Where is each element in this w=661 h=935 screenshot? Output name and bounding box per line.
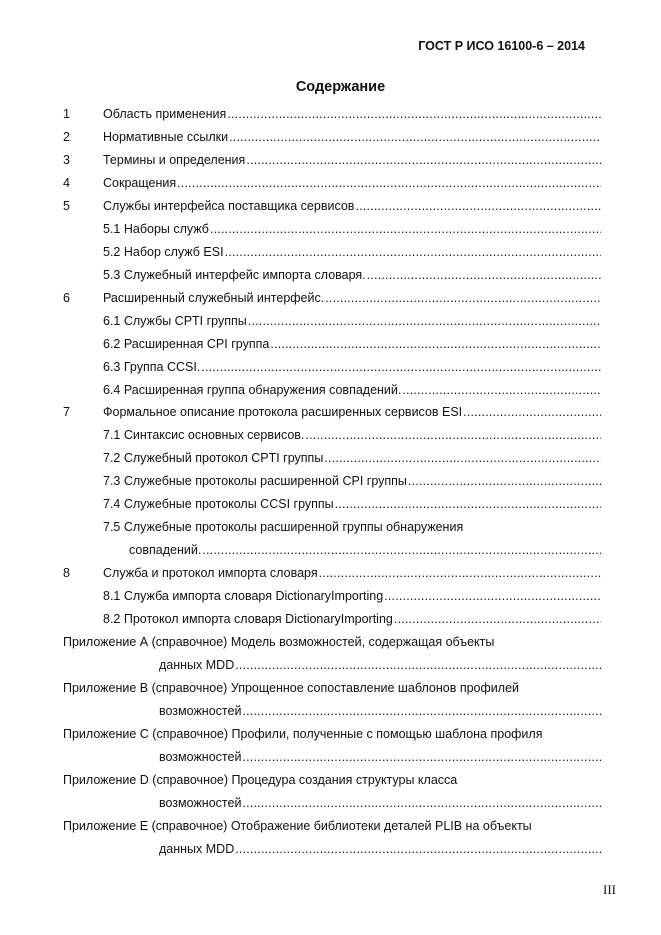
toc-leader-dots (408, 473, 601, 489)
toc-entry[interactable] (103, 290, 601, 306)
toc-entry[interactable] (63, 772, 601, 788)
toc-leader-dots (463, 404, 601, 420)
toc-leader-dots (270, 336, 601, 352)
toc-entry-title: 6.2 Расширенная CPI группа (103, 337, 270, 351)
toc-entry[interactable] (103, 267, 601, 283)
toc-entry-title: Нормативные ссылки (103, 130, 229, 144)
toc-entry[interactable] (103, 382, 601, 398)
toc-entry[interactable] (103, 450, 601, 466)
toc-entry-title: совпадений. (129, 543, 202, 557)
toc-entry[interactable] (103, 336, 601, 352)
toc-entry[interactable] (103, 496, 601, 512)
toc-entry[interactable] (63, 726, 601, 742)
toc-entry[interactable] (159, 841, 601, 857)
toc-entry-title: Приложение С (справочное) Профили, полученные с помощью шаблона профиля (63, 727, 543, 741)
toc-leader-dots (177, 175, 601, 191)
toc-leader-dots (305, 427, 601, 443)
toc-leader-dots (335, 496, 601, 512)
toc-entry-title: данных MDD (159, 658, 235, 672)
toc-leader-dots (325, 290, 601, 306)
toc-leader-dots (242, 703, 601, 719)
toc-entry[interactable] (103, 359, 601, 375)
toc-leader-dots (319, 565, 601, 581)
toc-entry-title: Сокращения (103, 176, 177, 190)
toc-entry[interactable] (129, 542, 601, 558)
toc-entry-title: 7.1 Синтаксис основных сервисов. (103, 428, 305, 442)
toc-leader-dots (248, 313, 601, 329)
toc-entry[interactable] (103, 427, 601, 443)
toc-entry[interactable] (103, 313, 601, 329)
toc-entry-title: 7.4 Служебные протоколы CCSI группы (103, 497, 334, 511)
toc-entry-title: Формальное описание протокола расширенных сервисов ESI (103, 405, 463, 419)
toc-entry-title: 6.3 Группа CCSI. (103, 360, 201, 374)
toc-entry[interactable] (103, 152, 601, 168)
toc-leader-dots (229, 129, 601, 145)
toc-section-number: 2 (63, 130, 70, 144)
toc-entry[interactable] (103, 198, 601, 214)
toc-leader-dots (202, 542, 601, 558)
toc-entry-title: Службы интерфейса поставщика сервисов (103, 199, 355, 213)
toc-leader-dots (235, 841, 601, 857)
toc-entry[interactable] (103, 221, 601, 237)
toc-entry-title: возможностей (159, 796, 242, 810)
toc-section-number: 3 (63, 153, 70, 167)
toc-entry-title: Приложение В (справочное) Упрощенное сопоставление шаблонов профилей (63, 681, 520, 695)
toc-entry-title: 5.3 Служебный интерфейс импорта словаря. (103, 268, 366, 282)
toc-entry-title: 8.2 Протокол импорта словаря DictionaryImporting (103, 612, 393, 626)
toc-entry-title: возможностей (159, 750, 242, 764)
toc-leader-dots (242, 749, 601, 765)
toc-entry[interactable] (103, 106, 601, 122)
toc-entry[interactable] (103, 565, 601, 581)
toc-entry-title: Область применения (103, 107, 227, 121)
toc-leader-dots (355, 198, 601, 214)
toc-leader-dots (384, 588, 601, 604)
toc-entry-title: 5.2 Набор служб ESI (103, 245, 224, 259)
toc-entry-title: 5.1 Наборы служб (103, 222, 209, 236)
toc-entry-title: Приложение D (справочное) Процедура создания структуры класса (63, 773, 458, 787)
toc-section-number: 1 (63, 107, 70, 121)
toc-entry[interactable] (103, 473, 601, 489)
toc-entry-title: 6.1 Службы CPTI группы (103, 314, 247, 328)
toc-entry[interactable] (63, 634, 601, 650)
toc-entry-title: возможностей (159, 704, 242, 718)
toc-entry[interactable] (103, 588, 601, 604)
toc-entry[interactable] (103, 519, 601, 535)
toc-entry-title: 7.2 Служебный протокол CPTI группы (103, 451, 324, 465)
toc-entry[interactable] (63, 680, 601, 696)
toc-entry[interactable] (159, 749, 601, 765)
toc-entry-title: 7.3 Служебные протоколы расширенной CPI группы (103, 474, 407, 488)
toc-entry[interactable] (103, 611, 601, 627)
toc-entry[interactable] (103, 244, 601, 260)
toc-leader-dots (227, 106, 601, 122)
document-header: ГОСТ Р ИСО 16100-6 – 2014 (418, 39, 585, 53)
toc-entry-title: Приложение А (справочное) Модель возможностей, содержащая объекты (63, 635, 495, 649)
toc-entry-title: Расширенный служебный интерфейс. (103, 291, 325, 305)
toc-leader-dots (242, 795, 601, 811)
toc-leader-dots (367, 267, 601, 283)
toc-entry-title: данных MDD (159, 842, 235, 856)
toc-section-number: 5 (63, 199, 70, 213)
toc-section-number: 4 (63, 176, 70, 190)
toc-section-number: 7 (63, 405, 70, 419)
toc-section-number: 8 (63, 566, 70, 580)
toc-entry-title: 6.4 Расширенная группа обнаружения совпадений. (103, 383, 402, 397)
toc-leader-dots (225, 244, 601, 260)
toc-leader-dots (235, 657, 601, 673)
toc-leader-dots (402, 382, 601, 398)
toc-entry[interactable] (103, 175, 601, 191)
toc-entry[interactable] (159, 795, 601, 811)
toc-entry[interactable] (159, 703, 601, 719)
toc-entry-title: Служба и протокол импорта словаря (103, 566, 318, 580)
toc-leader-dots (394, 611, 601, 627)
page-title: Содержание (295, 79, 386, 95)
toc-section-number: 6 (63, 291, 70, 305)
toc-leader-dots (324, 450, 601, 466)
toc-leader-dots (246, 152, 601, 168)
toc-entry[interactable] (159, 657, 601, 673)
toc-entry-title: 7.5 Служебные протоколы расширенной группы обнаружения (103, 520, 464, 534)
toc-entry[interactable] (63, 818, 601, 834)
toc-leader-dots (201, 359, 601, 375)
toc-entry[interactable] (103, 404, 601, 420)
toc-entry[interactable] (103, 129, 601, 145)
toc-entry-title: Термины и определения (103, 153, 246, 167)
toc-leader-dots (210, 221, 601, 237)
page-number: III (603, 882, 616, 897)
toc-entry-title: Приложение Е (справочное) Отображение библиотеки деталей PLIB на объекты (63, 819, 532, 833)
toc-entry-title: 8.1 Служба импорта словаря DictionaryImporting (103, 589, 384, 603)
